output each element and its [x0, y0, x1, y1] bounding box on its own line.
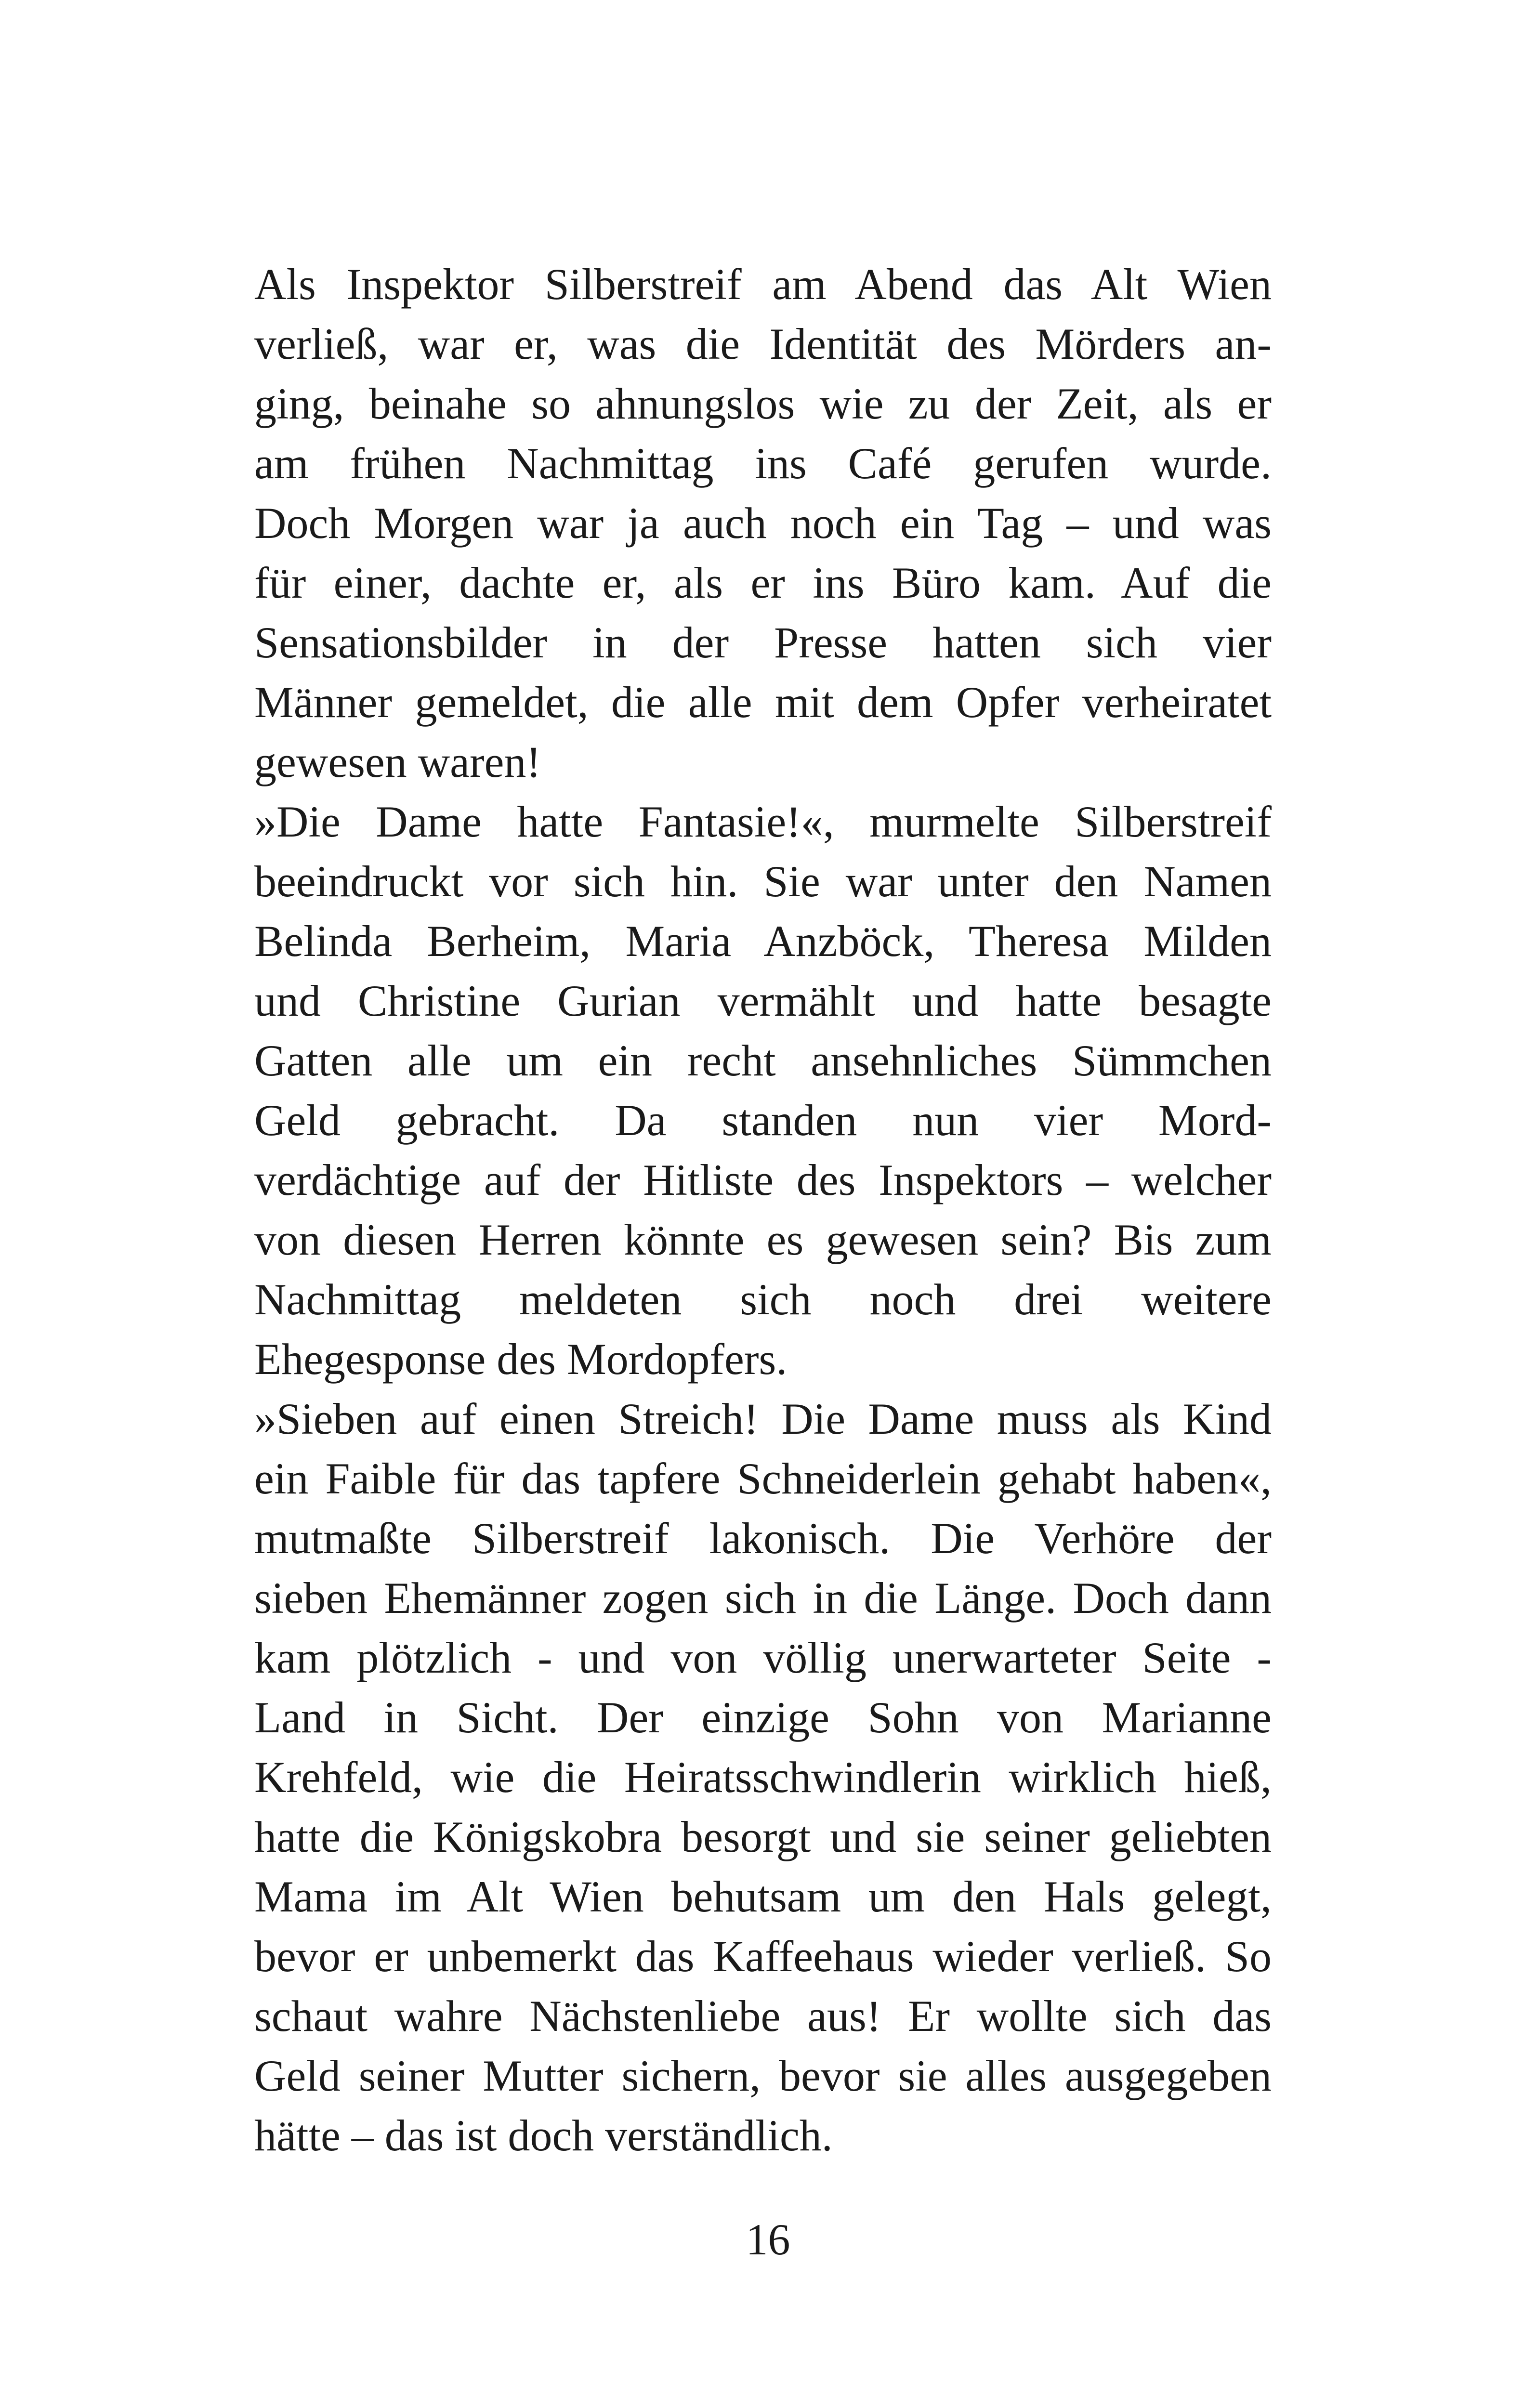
text-line: verließ, war er, was die Identität des Mörders an- — [254, 319, 1272, 368]
text-line: Gatten alle um ein recht ansehnliches Sümmchen — [254, 1036, 1272, 1085]
text-line: Als Inspektor Silberstreif am Abend das Alt Wien — [254, 260, 1272, 309]
text-line: Geld seiner Mutter sichern, bevor sie alles ausgegeben — [254, 2051, 1272, 2100]
text-line: Sensationsbilder in der Presse hatten sich vier — [254, 618, 1272, 667]
text-line: Nachmittag meldeten sich noch drei weitere — [254, 1275, 1272, 1324]
text-line: und Christine Gurian vermählt und hatte besagte — [254, 976, 1272, 1025]
text-line: bevor er unbemerkt das Kaffeehaus wieder verließ. So — [254, 1932, 1272, 1981]
text-line: hätte – das ist doch verständlich. — [254, 2111, 833, 2160]
text-line: Geld gebracht. Da standen nun vier Mord- — [254, 1096, 1272, 1145]
text-line: Belinda Berheim, Maria Anzböck, Theresa Milden — [254, 916, 1272, 966]
text-line: verdächtige auf der Hitliste des Inspektors – welcher — [254, 1155, 1272, 1204]
text-line: Land in Sicht. Der einzige Sohn von Marianne — [254, 1693, 1272, 1742]
page-number: 16 — [746, 2215, 790, 2264]
text-line: Mama im Alt Wien behutsam um den Hals gelegt, — [254, 1872, 1272, 1921]
text-line: Krehfeld, wie die Heiratsschwindlerin wirklich hieß, — [254, 1753, 1272, 1802]
text-line: »Sieben auf einen Streich! Die Dame muss als Kind — [254, 1394, 1272, 1443]
text-line: beeindruckt vor sich hin. Sie war unter den Namen — [254, 857, 1272, 906]
text-line: ein Faible für das tapfere Schneiderlein gehabt haben«, — [254, 1454, 1272, 1503]
text-line: am frühen Nachmittag ins Café gerufen wurde. — [254, 439, 1272, 488]
text-line: für einer, dachte er, als er ins Büro kam. Auf die — [254, 558, 1272, 607]
text-line: Männer gemeldet, die alle mit dem Opfer verheiratet — [254, 678, 1272, 727]
text-line: von diesen Herren könnte es gewesen sein? Bis zum — [254, 1215, 1272, 1264]
text-line: schaut wahre Nächstenliebe aus! Er wollte sich das — [254, 1991, 1272, 2041]
text-line: Ehegesponse des Mordopfers. — [254, 1335, 788, 1384]
text-line: ging, beinahe so ahnungslos wie zu der Zeit, als er — [254, 379, 1272, 428]
text-line: mutmaßte Silberstreif lakonisch. Die Verhöre der — [254, 1514, 1272, 1563]
text-line: Doch Morgen war ja auch noch ein Tag – und was — [254, 498, 1272, 548]
text-line: kam plötzlich - und von völlig unerwarteter Seite - — [254, 1633, 1272, 1682]
body-text — [254, 254, 1272, 2165]
text-line: sieben Ehemänner zogen sich in die Länge. Doch dann — [254, 1573, 1272, 1623]
text-line: hatte die Königskobra besorgt und sie seiner geliebten — [254, 1812, 1272, 1861]
text-line: »Die Dame hatte Fantasie!«, murmelte Silberstreif — [254, 797, 1272, 846]
text-line: gewesen waren! — [254, 737, 541, 786]
